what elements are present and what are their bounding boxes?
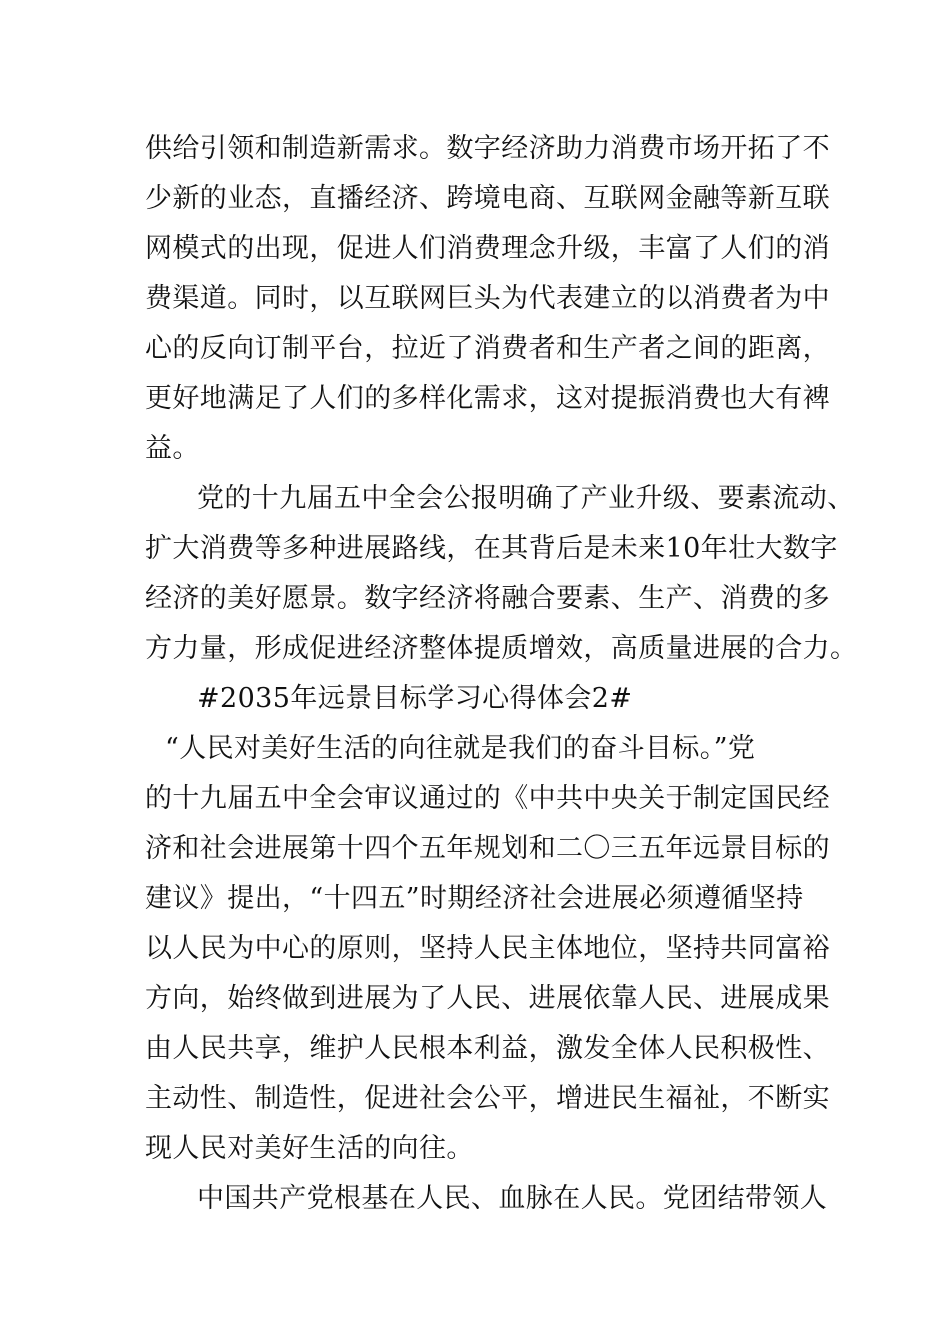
paragraph-start-line: 党的十九届五中全会公报明确了产业升级、要素流动、 [197, 483, 855, 514]
body-line: 心的反向订制平台，拉近了消费者和生产者之间的距离， [145, 333, 830, 364]
body-line: 的十九届五中全会审议通过的《中共中央关于制定国民经 [145, 783, 830, 814]
body-line: 更好地满足了人们的多样化需求，这对提振消费也大有裨 [145, 383, 830, 414]
body-line: 供给引领和制造新需求。数字经济助力消费市场开拓了不 [145, 133, 830, 164]
body-line: 现人民对美好生活的向往。 [145, 1133, 474, 1164]
section-heading: #2035年远景目标学习心得体会2# [197, 683, 633, 714]
body-line: 益。 [145, 433, 200, 464]
body-line: 少新的业态，直播经济、跨境电商、互联网金融等新互联 [145, 183, 830, 214]
body-line: 扩大消费等多种进展路线，在其背后是未来10年壮大数字 [145, 533, 838, 564]
body-line: 网模式的出现，促进人们消费理念升级，丰富了人们的消 [145, 233, 830, 264]
body-line: 方向，始终做到进展为了人民、进展依靠人民、进展成果 [145, 983, 830, 1014]
body-line: 济和社会进展第十四个五年规划和二〇三五年远景目标的 [145, 833, 830, 864]
body-line: 建议》提出，“十四五”时期经济社会进展必须遵循坚持 [145, 883, 804, 914]
body-line: 由人民共享，维护人民根本利益，激发全体人民积极性、 [145, 1033, 830, 1064]
body-line: 以人民为中心的原则，坚持人民主体地位，坚持共同富裕 [145, 933, 830, 964]
paragraph-start-line: 中国共产党根基在人民、血脉在人民。党团结带领人 [197, 1183, 828, 1214]
paragraph-start-line: “人民对美好生活的向往就是我们的奋斗目标。”党 [165, 733, 756, 764]
body-line: 费渠道。同时，以互联网巨头为代表建立的以消费者为中 [145, 283, 830, 314]
body-line: 经济的美好愿景。数字经济将融合要素、生产、消费的多 [145, 583, 830, 614]
body-line: 方力量，形成促进经济整体提质增效，高质量进展的合力。 [145, 633, 858, 664]
body-line: 主动性、制造性，促进社会公平，增进民生福祉，不断实 [145, 1083, 830, 1114]
document-body [145, 124, 858, 1224]
